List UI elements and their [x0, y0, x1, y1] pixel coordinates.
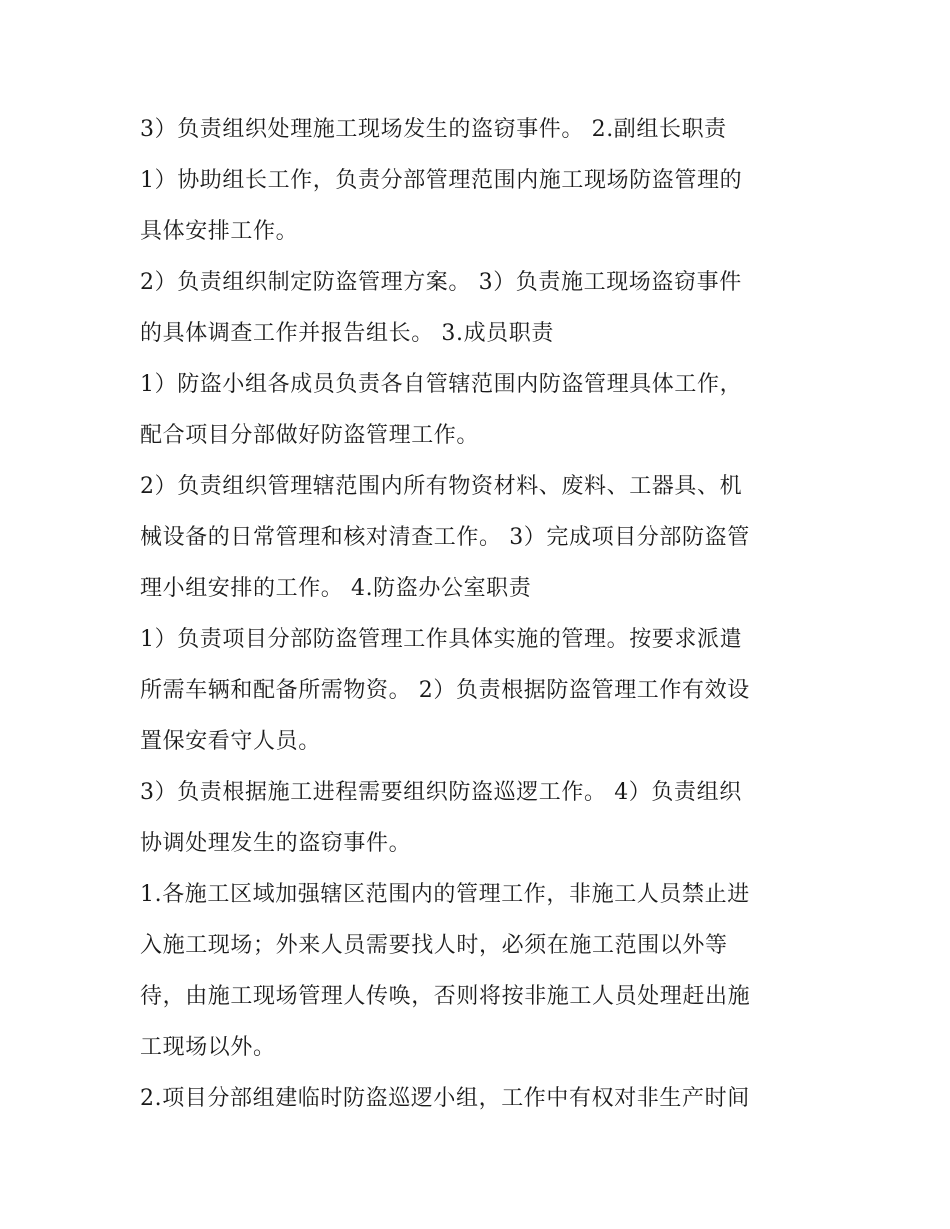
- text-line: 1）防盗小组各成员负责各自管辖范围内防盗管理具体工作，: [140, 372, 743, 397]
- text-line: 的具体调查工作并报告组长。 3.成员职责: [140, 321, 554, 346]
- text-line: 2.项目分部组建临时防盗巡逻小组，工作中有权对非生产时间: [140, 1086, 750, 1111]
- text-line: 待，由施工现场管理人传唤，否则将按非施工人员处理赶出施: [140, 984, 751, 1009]
- text-line: 协调处理发生的盗窃事件。: [140, 831, 412, 856]
- text-line: 3）负责根据施工进程需要组织防盗巡逻工作。 4）负责组织: [140, 780, 742, 805]
- text-line: 具体安排工作。: [140, 219, 299, 244]
- text-line: 1）协助组长工作，负责分部管理范围内施工现场防盗管理的: [140, 168, 743, 193]
- text-line: 工现场以外。: [140, 1035, 276, 1060]
- text-line: 2）负责组织制定防盗管理方案。 3）负责施工现场盗窃事件: [140, 270, 742, 295]
- text-line: 配合项目分部做好防盗管理工作。: [140, 423, 480, 448]
- text-line: 1.各施工区域加强辖区范围内的管理工作，非施工人员禁止进: [140, 882, 750, 907]
- text-line: 械设备的日常管理和核对清查工作。 3）完成项目分部防盗管: [140, 525, 750, 550]
- text-line: 2）负责组织管理辖范围内所有物资材料、废料、工器具、机: [140, 474, 743, 499]
- text-line: 所需车辆和配备所需物资。 2）负责根据防盗管理工作有效设: [140, 678, 750, 703]
- text-line: 置保安看守人员。: [140, 729, 321, 754]
- text-line: 1）负责项目分部防盗管理工作具体实施的管理。按要求派遣: [140, 627, 743, 652]
- document-body: [140, 104, 820, 1124]
- text-line: 3）负责组织处理施工现场发生的盗窃事件。 2.副组长职责: [140, 117, 727, 142]
- text-line: 理小组安排的工作。 4.防盗办公室职责: [140, 576, 532, 601]
- text-line: 入施工现场；外来人员需要找人时，必须在施工范围以外等: [140, 933, 728, 958]
